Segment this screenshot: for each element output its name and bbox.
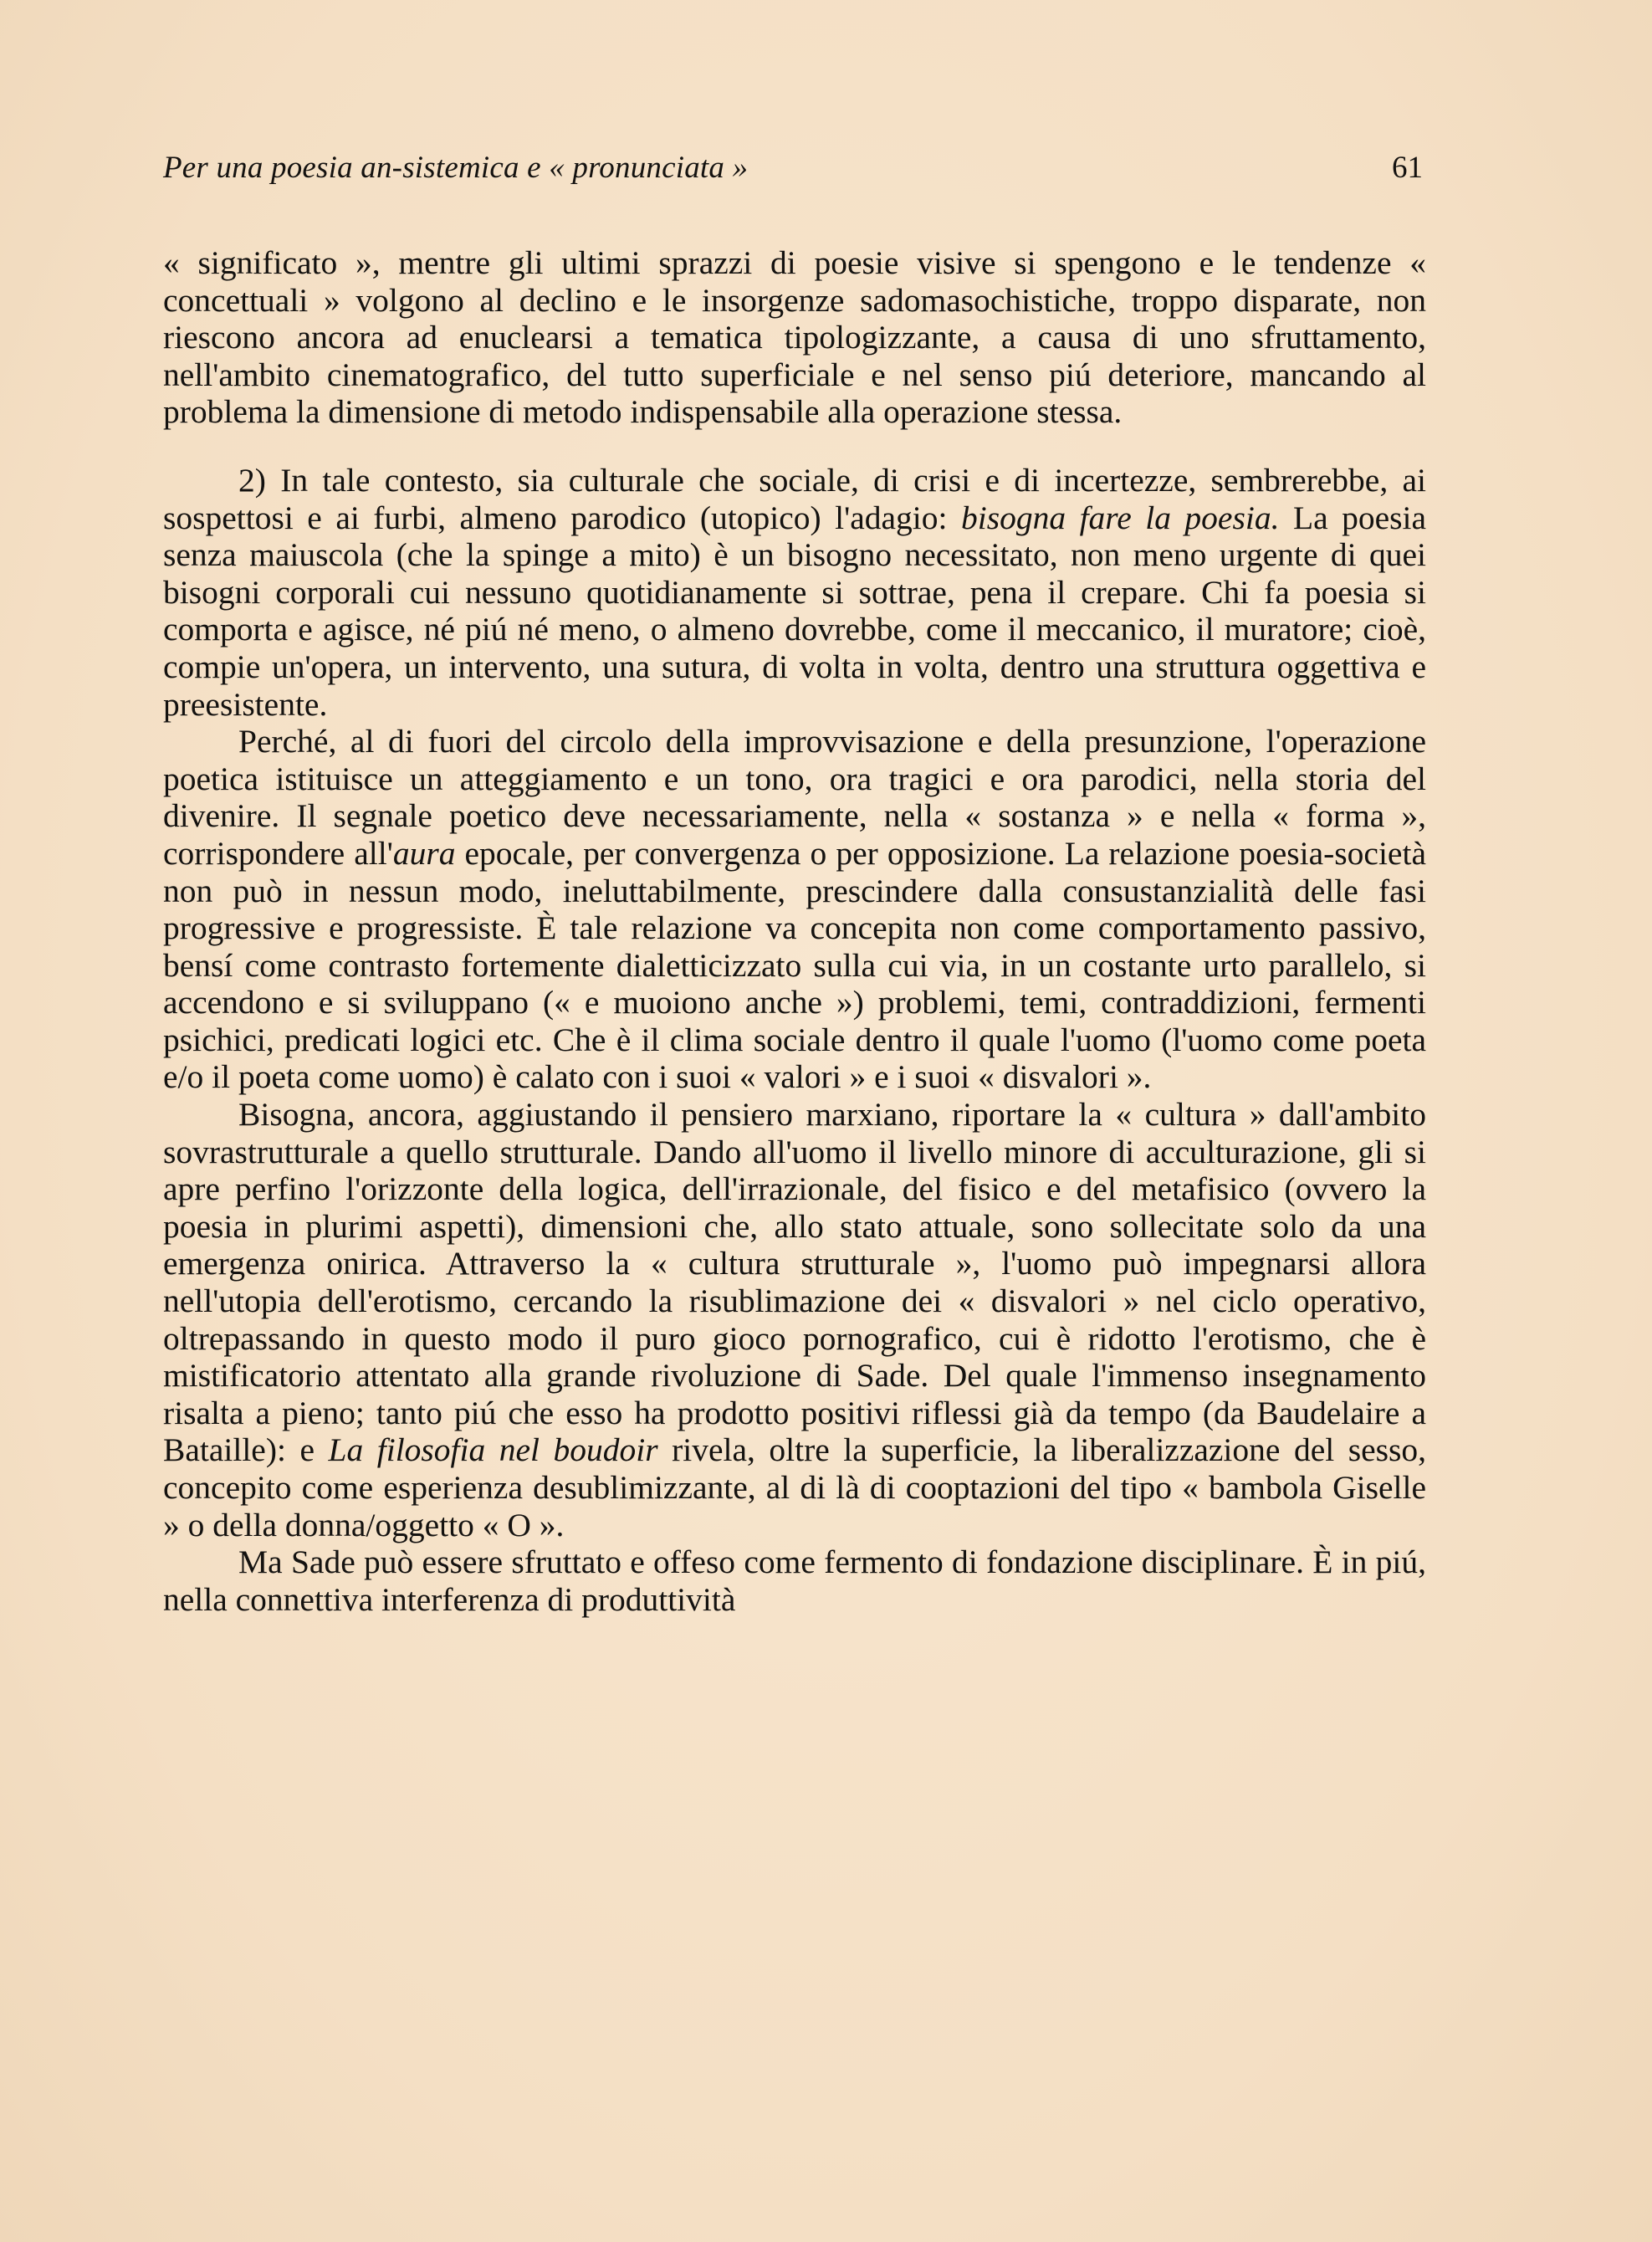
- paragraph-2-italic: bisogna fare la poesia.: [961, 499, 1280, 536]
- paragraph-1: « significato », mentre gli ultimi sprazzi di poesie visive si spengono e le tendenze « concettuali » volgono al declino e le insorgenze sadomasochistiche, troppo disparate, non riescono ancora ad enuclearsi a tematica tipologizzante, a causa di uno sfruttamento, nell'ambito cinematografico, del tutto superficiale e nel senso piú deteriore, mancando al problema la dimensione di metodo indispensabile alla operazione stessa.: [163, 244, 1426, 431]
- paragraph-3: [163, 723, 1426, 1096]
- paragraph-5: Ma Sade può essere sfruttato e offeso come fermento di fondazione disciplinare. È in piú, nella connettiva interferenza di produttività: [163, 1543, 1426, 1618]
- paragraph-4-text-a: Bisogna, ancora, aggiustando il pensiero marxiano, riportare la « cultura » dall'ambito sovrastrutturale a quello strutturale. Dando all'uomo il livello minore di acculturazione, gli si apre perfino l'orizzonte della logica, dell'irrazionale, del fisico e del metafisico (ovvero la poesia in plurimi aspetti), dimensioni che, allo stato attuale, sono sollecitate solo da una emergenza onirica. Attraverso la « cultura strutturale », l'uomo può impegnarsi allora nell'utopia dell'erotismo, cercando la risublimazione dei « disvalori » nel ciclo operativo, oltrepassando in questo modo il puro gioco pornografico, cui è ridotto l'erotismo, che è mistificatorio attentato alla grande rivoluzione di Sade. Del quale l'immenso insegnamento risalta a pieno; tanto piú che esso ha prodotto positivi riflessi già da tempo (da Baudelaire a Bataille): e: [163, 1096, 1426, 1469]
- paragraph-2: [163, 462, 1426, 723]
- paragraph-3-text-a: Perché, al di fuori del circolo della improvvisazione e della presunzione, l'operazione poetica istituisce un atteggiamento e un tono, ora tragici e ora parodici, nella storia del divenire. Il segnale poetico deve necessariamente, nella « sostanza » e nella « forma », corrispondere all': [163, 723, 1426, 872]
- page-number: 61: [1392, 151, 1423, 185]
- paragraph-4-text-b: rivela, oltre la superficie, la liberalizzazione del sesso, concepito come esperienza desublimizzante, al di là di cooptazioni del tipo « bambola Giselle » o della donna/oggetto « O ».: [163, 1431, 1426, 1543]
- paragraph-4: [163, 1096, 1426, 1543]
- paragraph-3-italic: aura: [392, 834, 456, 872]
- running-head: [163, 147, 1423, 189]
- paragraph-2-text-b: La poesia senza maiuscola (che la spinge a mito) è un bisogno necessitato, non meno urgente di quei bisogni corporali cui nessuno quotidianamente si sottrae, pena il crepare. Chi fa poesia si comporta e agisce, né piú né meno, o almeno dovrebbe, come il meccanico, il muratore; cioè, compie un'opera, un intervento, una sutura, di volta in volta, dentro una struttura oggettiva e preesistente.: [163, 499, 1426, 723]
- paragraph-4-italic: La filosofia nel boudoir: [328, 1431, 658, 1469]
- running-title: Per una poesia an-sistemica e « pronunciata »: [163, 151, 749, 185]
- paragraph-2-text-a: 2) In tale contesto, sia culturale che sociale, di crisi e di incertezze, sembrerebbe, ai sospettosi e ai furbi, almeno parodico (utopico) l'adagio:: [163, 461, 1426, 536]
- paragraph-3-text-b: epocale, per convergenza o per opposizione. La relazione poesia-società non può in nessun modo, ineluttabilmente, prescindere dalla consustanzialità delle fasi progressive e progressiste. È tale relazione va concepita non come comportamento passivo, bensí come contrasto fortemente dialetticizzato sulla cui via, in un costante urto parallelo, si accendono e si sviluppano (« e muoiono anche ») problemi, temi, contraddizioni, fermenti psichici, predicati logici etc. Che è il clima sociale dentro il quale l'uomo (l'uomo come poeta e/o il poeta come uomo) è calato con i suoi « valori » e i suoi « disvalori ».: [163, 834, 1426, 1096]
- body-text: [163, 244, 1426, 1618]
